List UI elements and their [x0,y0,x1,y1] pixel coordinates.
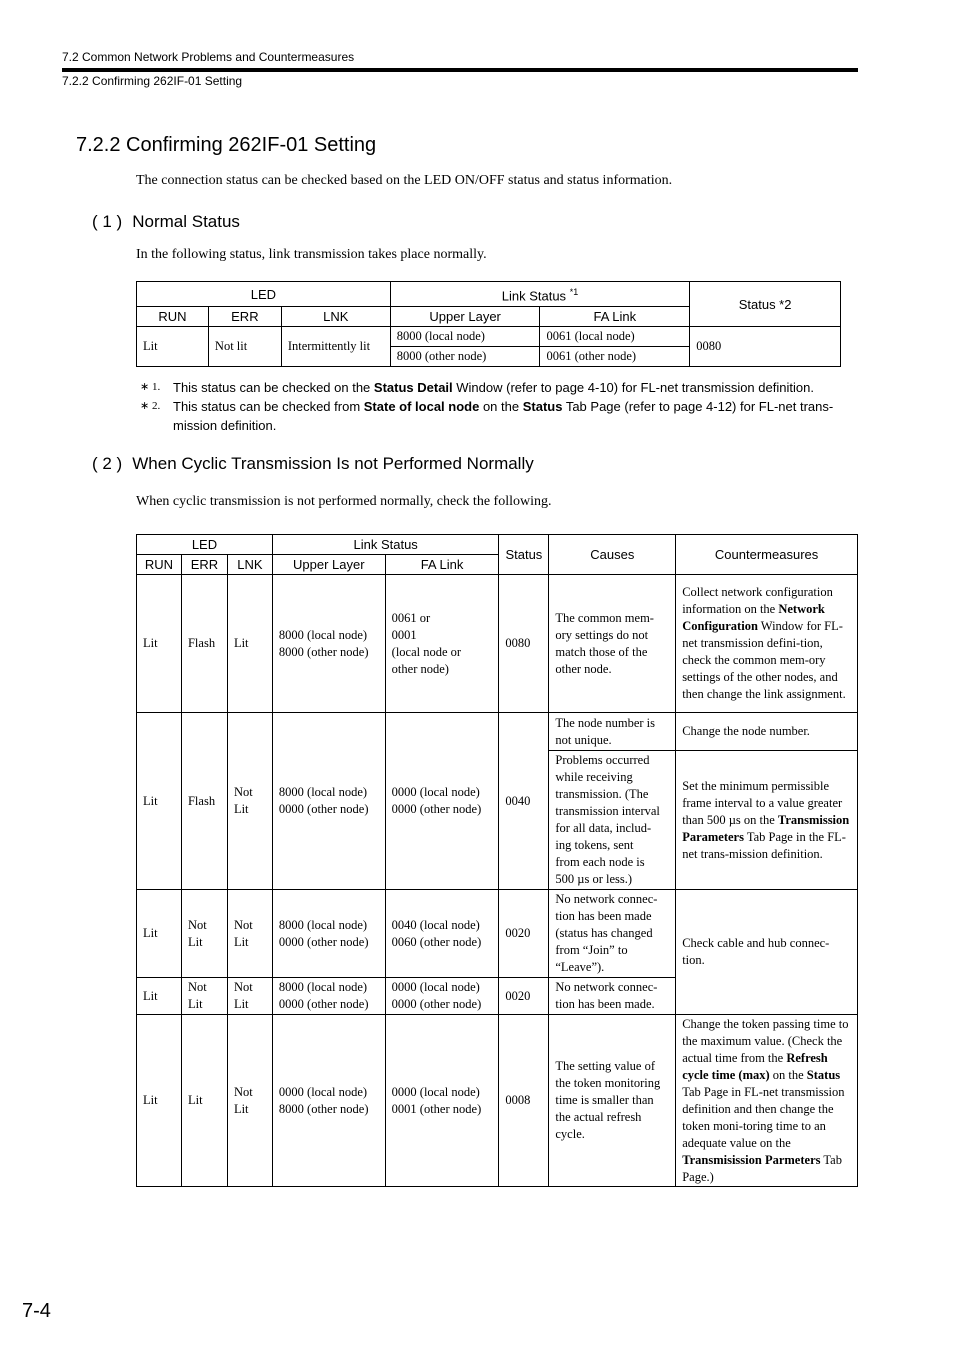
th-upper-layer: Upper Layer [272,555,385,575]
cell-lnk: Not Lit [227,890,272,978]
section-1-paragraph: In the following status, link transmission takes place normally. [136,247,487,262]
cell-countermeasure: Change the token passing time to the maximum value. (Check the actual time from the Refresh cycle time (max) on the Status Tab Page in FL-net transmission definition and then change the token moni-toring time to an adequate value on the Transmisission Parmeters Tab Page.) [676,1015,858,1187]
th-causes: Causes [549,535,676,575]
cell-run: Lit [137,978,182,1015]
cell-err: Flash [181,713,227,890]
th-link-status: Link Status $^{*1}$ [390,282,689,307]
cell-upper: 8000 (local node) 8000 (other node) [272,575,385,713]
cell-cause: The node number is not unique. [549,713,676,751]
th-upper-layer: Upper Layer [390,307,540,327]
section-2-number: ( 2 ) [92,454,123,473]
running-header-subsection: 7.2.2 Confirming 262IF-01 Setting [62,74,243,88]
th-err: ERR [208,307,281,327]
cell-countermeasure: Change the node number. [676,713,858,751]
table-row [137,575,858,713]
section-1-title: Normal Status [132,212,240,231]
section-1-heading [92,212,240,232]
th-run: RUN [137,555,182,575]
cell-fa: 0000 (local node) 0001 (other node) [385,1015,499,1187]
th-link-status: Link Status [272,535,498,555]
cell-fa-1: 0061 (local node) [540,327,690,347]
cell-cause: The common mem- ory settings do not match those of the other node. [549,575,676,713]
cell-countermeasure: Set the minimum permissible frame interval to a value greater than 500 µs on the Transmission Parameters Tab Page in the FL-net trans-mission definition. [676,751,858,890]
cell-cause: No network connec- tion has been made (status has changed from “Join” to “Leave”). [549,890,676,978]
cell-upper: 8000 (local node) 0000 (other node) [272,978,385,1015]
page-number: 7-4 [22,1300,51,1322]
cell-err: Lit [181,1015,227,1187]
cell-status: 0080 [690,327,841,367]
th-lnk: LNK [227,555,272,575]
cell-cause: Problems occurred while receiving transmission. (The transmission interval for all data, includ- ing tokens, sent from each node is 500 µs or less.) [549,751,676,890]
cell-run: Lit [137,890,182,978]
cell-countermeasure: Collect network configuration information on the Network Configuration Window for FL-net transmission defini-tion, check the common mem-ory settings of the other nodes, and then change the link assignment. [676,575,858,713]
th-lnk: LNK [281,307,390,327]
cell-run: Lit [137,713,182,890]
header-rule [62,68,858,72]
section-1-number: ( 1 ) [92,212,123,231]
footnote-1: ∗ 1. This status can be checked on the Status Detail Window (refer to page 4-10) for FL-net transmission definition. [140,380,814,395]
cell-upper-1: 8000 (local node) [390,327,540,347]
cell-fa-2: 0061 (other node) [540,347,690,367]
th-led: LED [137,282,391,307]
cell-upper: 8000 (local node) 0000 (other node) [272,890,385,978]
cell-status: 0020 [499,978,549,1015]
cell-lnk: Not Lit [227,713,272,890]
cell-lnk: Not Lit [227,978,272,1015]
intro-paragraph: The connection status can be checked based on the LED ON/OFF status and status information. [136,173,673,188]
th-status: Status *2 [690,282,841,327]
cell-upper-2: 8000 (other node) [390,347,540,367]
th-led: LED [137,535,273,555]
page-title: 7.2.2 Confirming 262IF-01 Setting [76,134,377,156]
cell-fa: 0000 (local node) 0000 (other node) [385,713,499,890]
section-2-title: When Cyclic Transmission Is not Performed Normally [132,454,534,473]
cell-err: Not Lit [181,890,227,978]
table-row [137,890,858,978]
th-countermeasures: Countermeasures [676,535,858,575]
section-2-heading [92,454,534,474]
cell-status: 0080 [499,575,549,713]
cell-upper: 8000 (local node) 0000 (other node) [272,713,385,890]
th-fa-link: FA Link [540,307,690,327]
cell-cause: The setting value of the token monitoring time is smaller than the actual refresh cycle. [549,1015,676,1187]
cell-run: Lit [137,1015,182,1187]
cell-status: 0008 [499,1015,549,1187]
running-header-section: 7.2 Common Network Problems and Countermeasures [62,50,355,64]
cell-err: Not Lit [181,978,227,1015]
cell-upper: 0000 (local node) 8000 (other node) [272,1015,385,1187]
cell-err: Flash [181,575,227,713]
table-row [137,713,858,751]
th-fa-link: FA Link [385,555,499,575]
footnotes [140,378,860,435]
th-status: Status [499,535,549,575]
cell-run: Lit [137,327,209,367]
cell-run: Lit [137,575,182,713]
cell-status: 0020 [499,890,549,978]
cell-fa: 0000 (local node) 0000 (other node) [385,978,499,1015]
cell-err: Not lit [208,327,281,367]
footnote-2: ∗ 2. This status can be checked from State of local node on the Status Tab Page (refer to page 4-12) for FL-net trans-mission definition. [140,399,834,433]
cell-lnk: Not Lit [227,1015,272,1187]
cell-fa: 0040 (local node) 0060 (other node) [385,890,499,978]
cell-status: 0040 [499,713,549,890]
cell-lnk: Intermittently lit [281,327,390,367]
cell-countermeasure: Check cable and hub connec- tion. [676,890,858,1015]
normal-status-table [136,281,841,367]
cyclic-transmission-table [136,534,858,1187]
table-row [137,1015,858,1187]
section-2-paragraph: When cyclic transmission is not performed normally, check the following. [136,494,552,509]
th-run: RUN [137,307,209,327]
th-err: ERR [181,555,227,575]
cell-cause: No network connec- tion has been made. [549,978,676,1015]
cell-fa: 0061 or 0001 (local node or other node) [385,575,499,713]
cell-lnk: Lit [227,575,272,713]
